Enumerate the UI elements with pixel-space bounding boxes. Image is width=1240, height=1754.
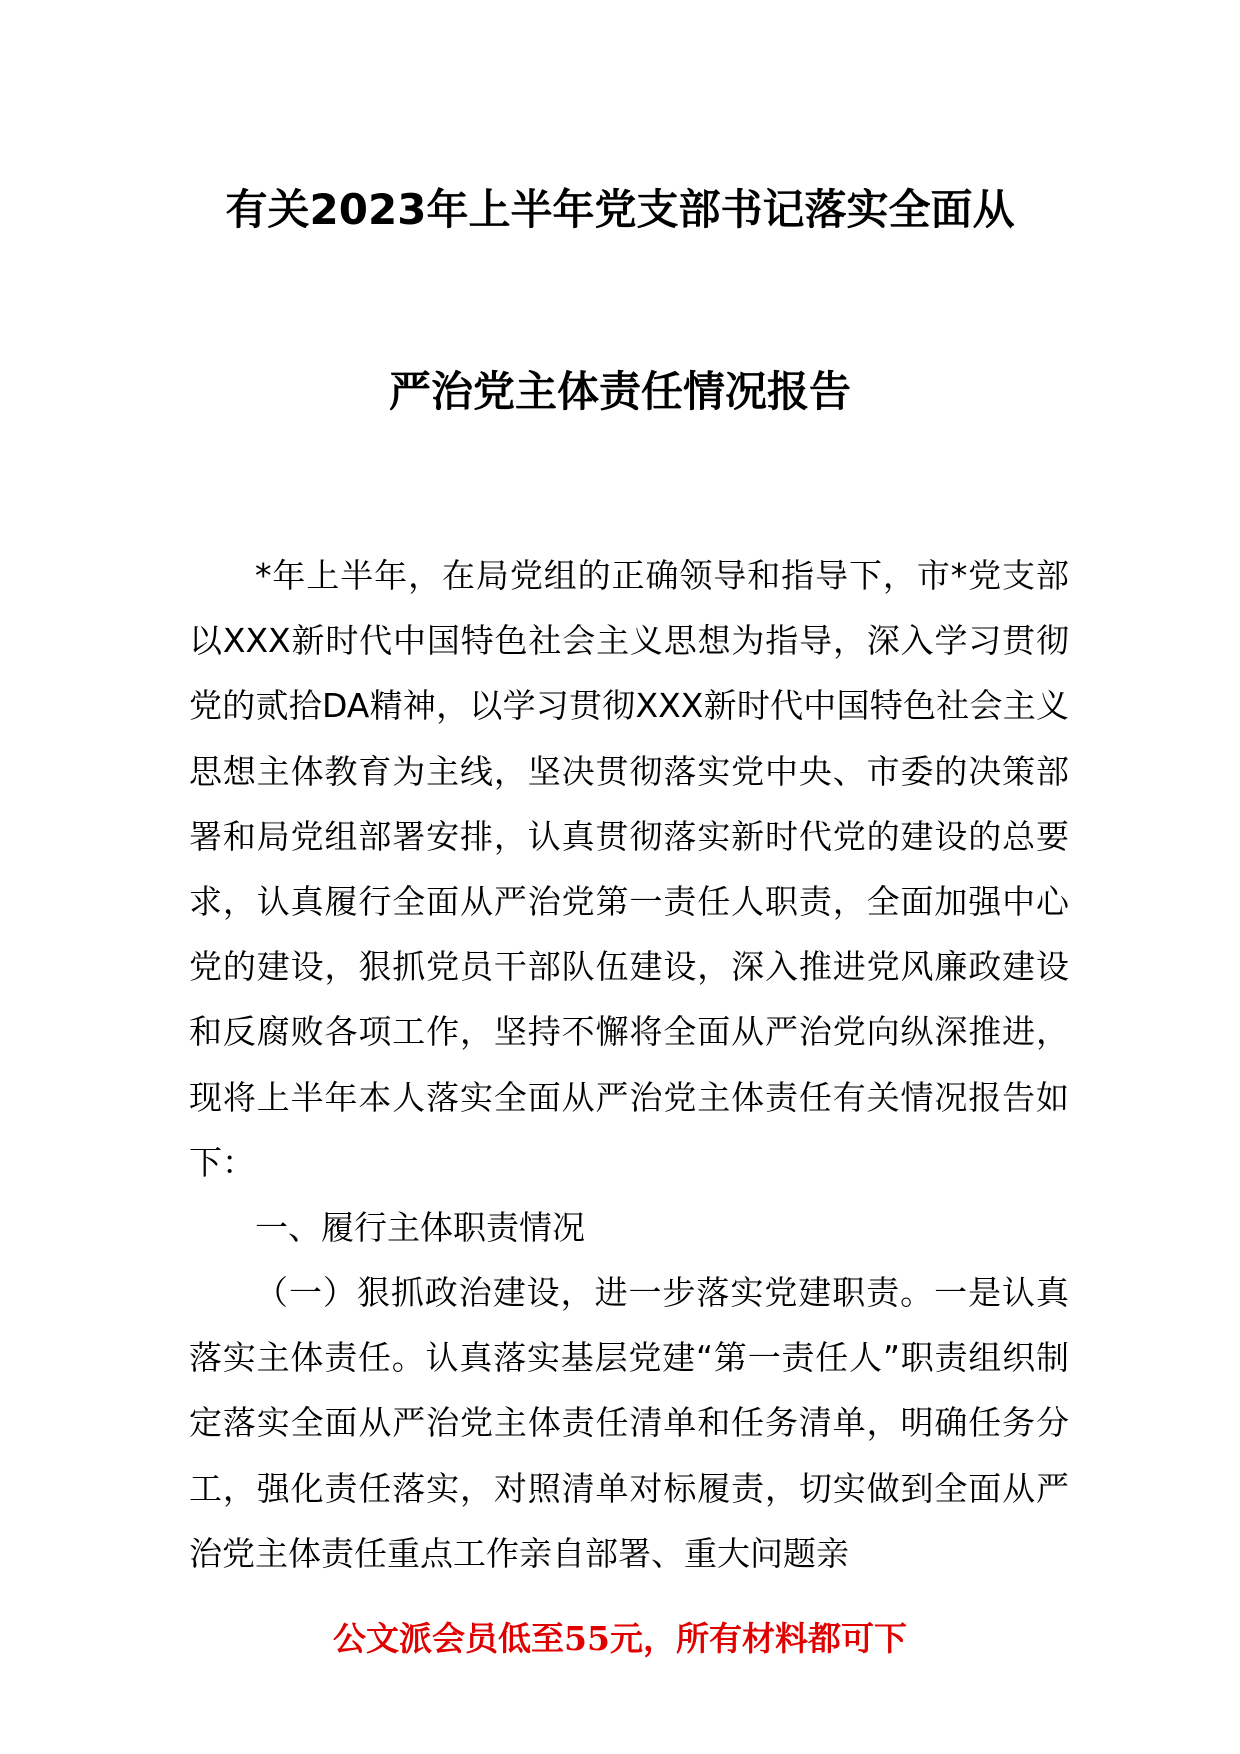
- intro-paragraph: *年上半年，在局党组的正确领导和指导下，市*党支部以XXX新时代中国特色社会主义思想为指导，深入学习贯彻党的贰拾DA精神，以学习贯彻XXX新时代中国特色社会主义思想主体教育为主线，坚决贯彻落实党中央、市委的决策部署和局党组部署安排，认真贯彻落实新时代党的建设的总要求，认真履行全面从严治党第一责任人职责，全面加强中心党的建设，狠抓党员干部队伍建设，深入推进党风廉政建设和反腐败各项工作，坚持不懈将全面从严治党向纵深推进，现将上半年本人落实全面从严治党主体责任有关情况报告如下：: [189, 556, 1069, 1182]
- document-title-line-1: 有关2023年上半年党支部书记落实全面从: [225, 185, 1015, 234]
- section-heading: 一、履行主体职责情况: [255, 1208, 585, 1247]
- document-title-line-2: 严治党主体责任情况报告: [388, 367, 851, 416]
- body-section-intro: [189, 543, 1069, 1195]
- footer-promo-text: 公文派会员低至55元，所有材料都可下: [333, 1619, 907, 1658]
- body-section-1: [189, 1260, 1069, 1586]
- section-1-paragraph: （一）狠抓政治建设，进一步落实党建职责。一是认真落实主体责任。认真落实基层党建“第一责任人”职责组织制定落实全面从严治党主体责任清单和任务清单，明确任务分工，强化责任落实，对照清单对标履责，切实做到全面从严治党主体责任重点工作亲自部署、重大问题亲: [189, 1273, 1069, 1573]
